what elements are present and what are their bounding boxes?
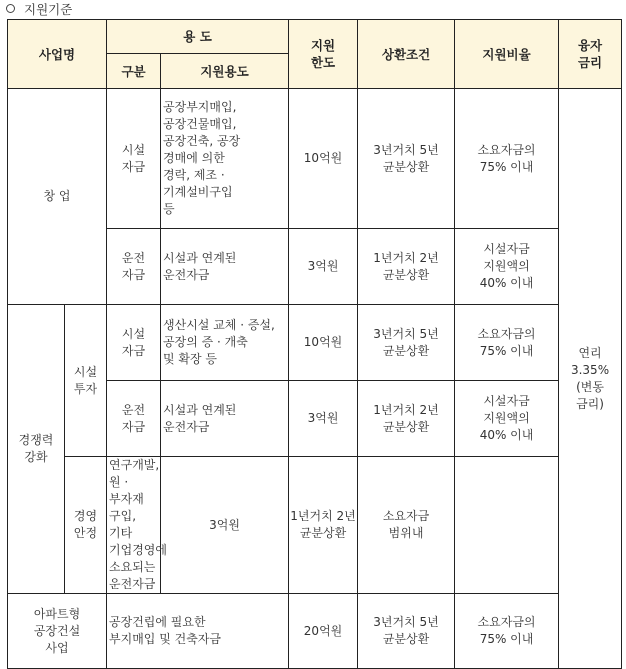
header-business: 사업명 xyxy=(8,20,107,89)
row-ratio: 소요자금의 75% 이내 xyxy=(455,89,559,229)
row-use: 공장부지매입, 공장건물매입, 공장건축, 공장 경매에 의한 경락, 제조 · 기계설비구입 등 xyxy=(161,89,289,229)
row-category: 운전 자금 xyxy=(107,381,161,457)
row-repayment: 3년거치 5년 균분상환 xyxy=(358,594,455,669)
header-row xyxy=(8,20,622,54)
rate-value: 연리 3.35% (변동 금리) xyxy=(559,89,622,669)
group-competitiveness: 경쟁력 강화 xyxy=(8,305,65,594)
row-category: 시설 자금 xyxy=(107,305,161,381)
row-repayment: 1년거치 2년 균분상환 xyxy=(358,381,455,457)
header-purpose: 용 도 xyxy=(107,20,289,54)
row-repayment: 1년거치 2년 균분상환 xyxy=(358,229,455,305)
row-category: 경영 안정 xyxy=(65,457,107,594)
row-ratio: 소요자금 범위내 xyxy=(358,457,455,594)
row-limit: 10억원 xyxy=(289,89,358,229)
row-use: 시설과 연계된 운전자금 xyxy=(161,381,289,457)
header-use: 지원용도 xyxy=(161,54,289,89)
row-limit: 3억원 xyxy=(289,381,358,457)
row-limit: 3억원 xyxy=(289,229,358,305)
row-ratio: 시설자금 지원액의 40% 이내 xyxy=(455,381,559,457)
section-heading-text: 지원기준 xyxy=(24,2,73,17)
row-ratio: 소요자금의 75% 이내 xyxy=(455,305,559,381)
header-limit: 지원 한도 xyxy=(289,20,358,89)
row-limit: 3억원 xyxy=(161,457,289,594)
row-limit: 20억원 xyxy=(289,594,358,669)
row-category: 시설 자금 xyxy=(107,89,161,229)
table-row xyxy=(8,305,622,381)
group-facility-investment: 시설 투자 xyxy=(65,305,107,457)
table-row xyxy=(8,594,622,669)
header-ratio: 지원비율 xyxy=(455,20,559,89)
header-category: 구분 xyxy=(107,54,161,89)
row-use: 연구개발, 원 · 부자재 구입, 기타 기업경영에 소요되는 운전자금 xyxy=(107,457,161,594)
row-ratio: 소요자금의 75% 이내 xyxy=(455,594,559,669)
group-apartment-factory: 아파트형 공장건설 사업 xyxy=(8,594,107,669)
row-use: 시설과 연계된 운전자금 xyxy=(161,229,289,305)
row-use: 생산시설 교체 · 증설, 공장의 증 · 개축 및 확장 등 xyxy=(161,305,289,381)
table-row xyxy=(8,457,622,594)
bullet-circle-icon xyxy=(6,4,15,13)
row-repayment: 3년거치 5년 균분상환 xyxy=(358,305,455,381)
row-repayment: 3년거치 5년 균분상환 xyxy=(358,89,455,229)
row-ratio: 시설자금 지원액의 40% 이내 xyxy=(455,229,559,305)
group-startup: 창 업 xyxy=(8,89,107,305)
row-category: 운전 자금 xyxy=(107,229,161,305)
section-heading xyxy=(6,1,72,18)
row-limit: 10억원 xyxy=(289,305,358,381)
row-repayment: 1년거치 2년 균분상환 xyxy=(289,457,358,594)
header-repayment: 상환조건 xyxy=(358,20,455,89)
row-use: 공장건립에 필요한 부지매입 및 건축자금 xyxy=(107,594,289,669)
header-rate: 융자 금리 xyxy=(559,20,622,89)
support-criteria-table xyxy=(7,19,622,669)
table-row xyxy=(8,89,622,229)
